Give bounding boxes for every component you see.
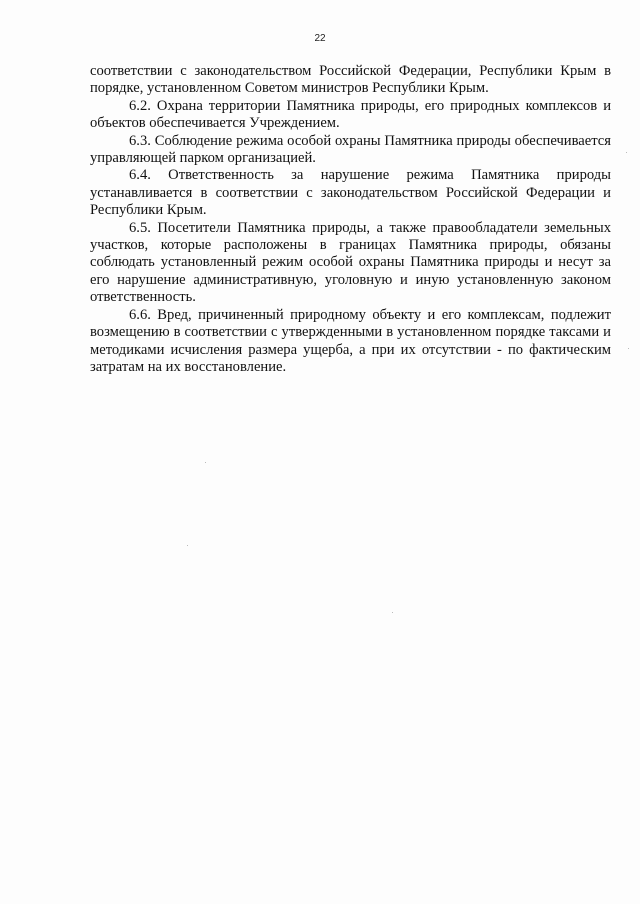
paragraph-6-6: 6.6. Вред, причиненный природному объекту и его комплексам, подлежит возмещению в соответствии с утвержденными в установленном порядке таксами и методиками исчисления размера ущерба, а при их отсутствии - по фактическим затратам на их восстановление. <box>90 306 611 375</box>
scan-speck <box>205 462 206 463</box>
document-body <box>90 63 611 376</box>
paragraph-6-2: 6.2. Охрана территории Памятника природы, его природных комплексов и объектов обеспечивается Учреждением. <box>90 97 611 132</box>
paragraph-6-5: 6.5. Посетители Памятника природы, а также правообладатели земельных участков, которые расположены в границах Памятника природы, обязаны соблюдать установленный режим особой охраны Памятника природы и несут за его нарушение административную, уголовную и иную установленную законом ответственность. <box>90 219 611 306</box>
page-number: 22 <box>314 33 326 44</box>
paragraph-6-4: 6.4. Ответственность за нарушение режима Памятника природы устанавливается в соответствии с законодательством Российской Федерации и Республики Крым. <box>90 167 611 219</box>
paragraph-6-3: 6.3. Соблюдение режима особой охраны Памятника природы обеспечивается управляющей парком организацией. <box>90 132 611 167</box>
scan-speck <box>392 612 393 613</box>
scan-speck <box>628 348 629 349</box>
paragraph-continuation: соответствии с законодательством Российской Федерации, Республики Крым в порядке, установленном Советом министров Республики Крым. <box>90 63 611 97</box>
scan-speck <box>626 152 627 153</box>
scan-speck <box>187 545 188 546</box>
